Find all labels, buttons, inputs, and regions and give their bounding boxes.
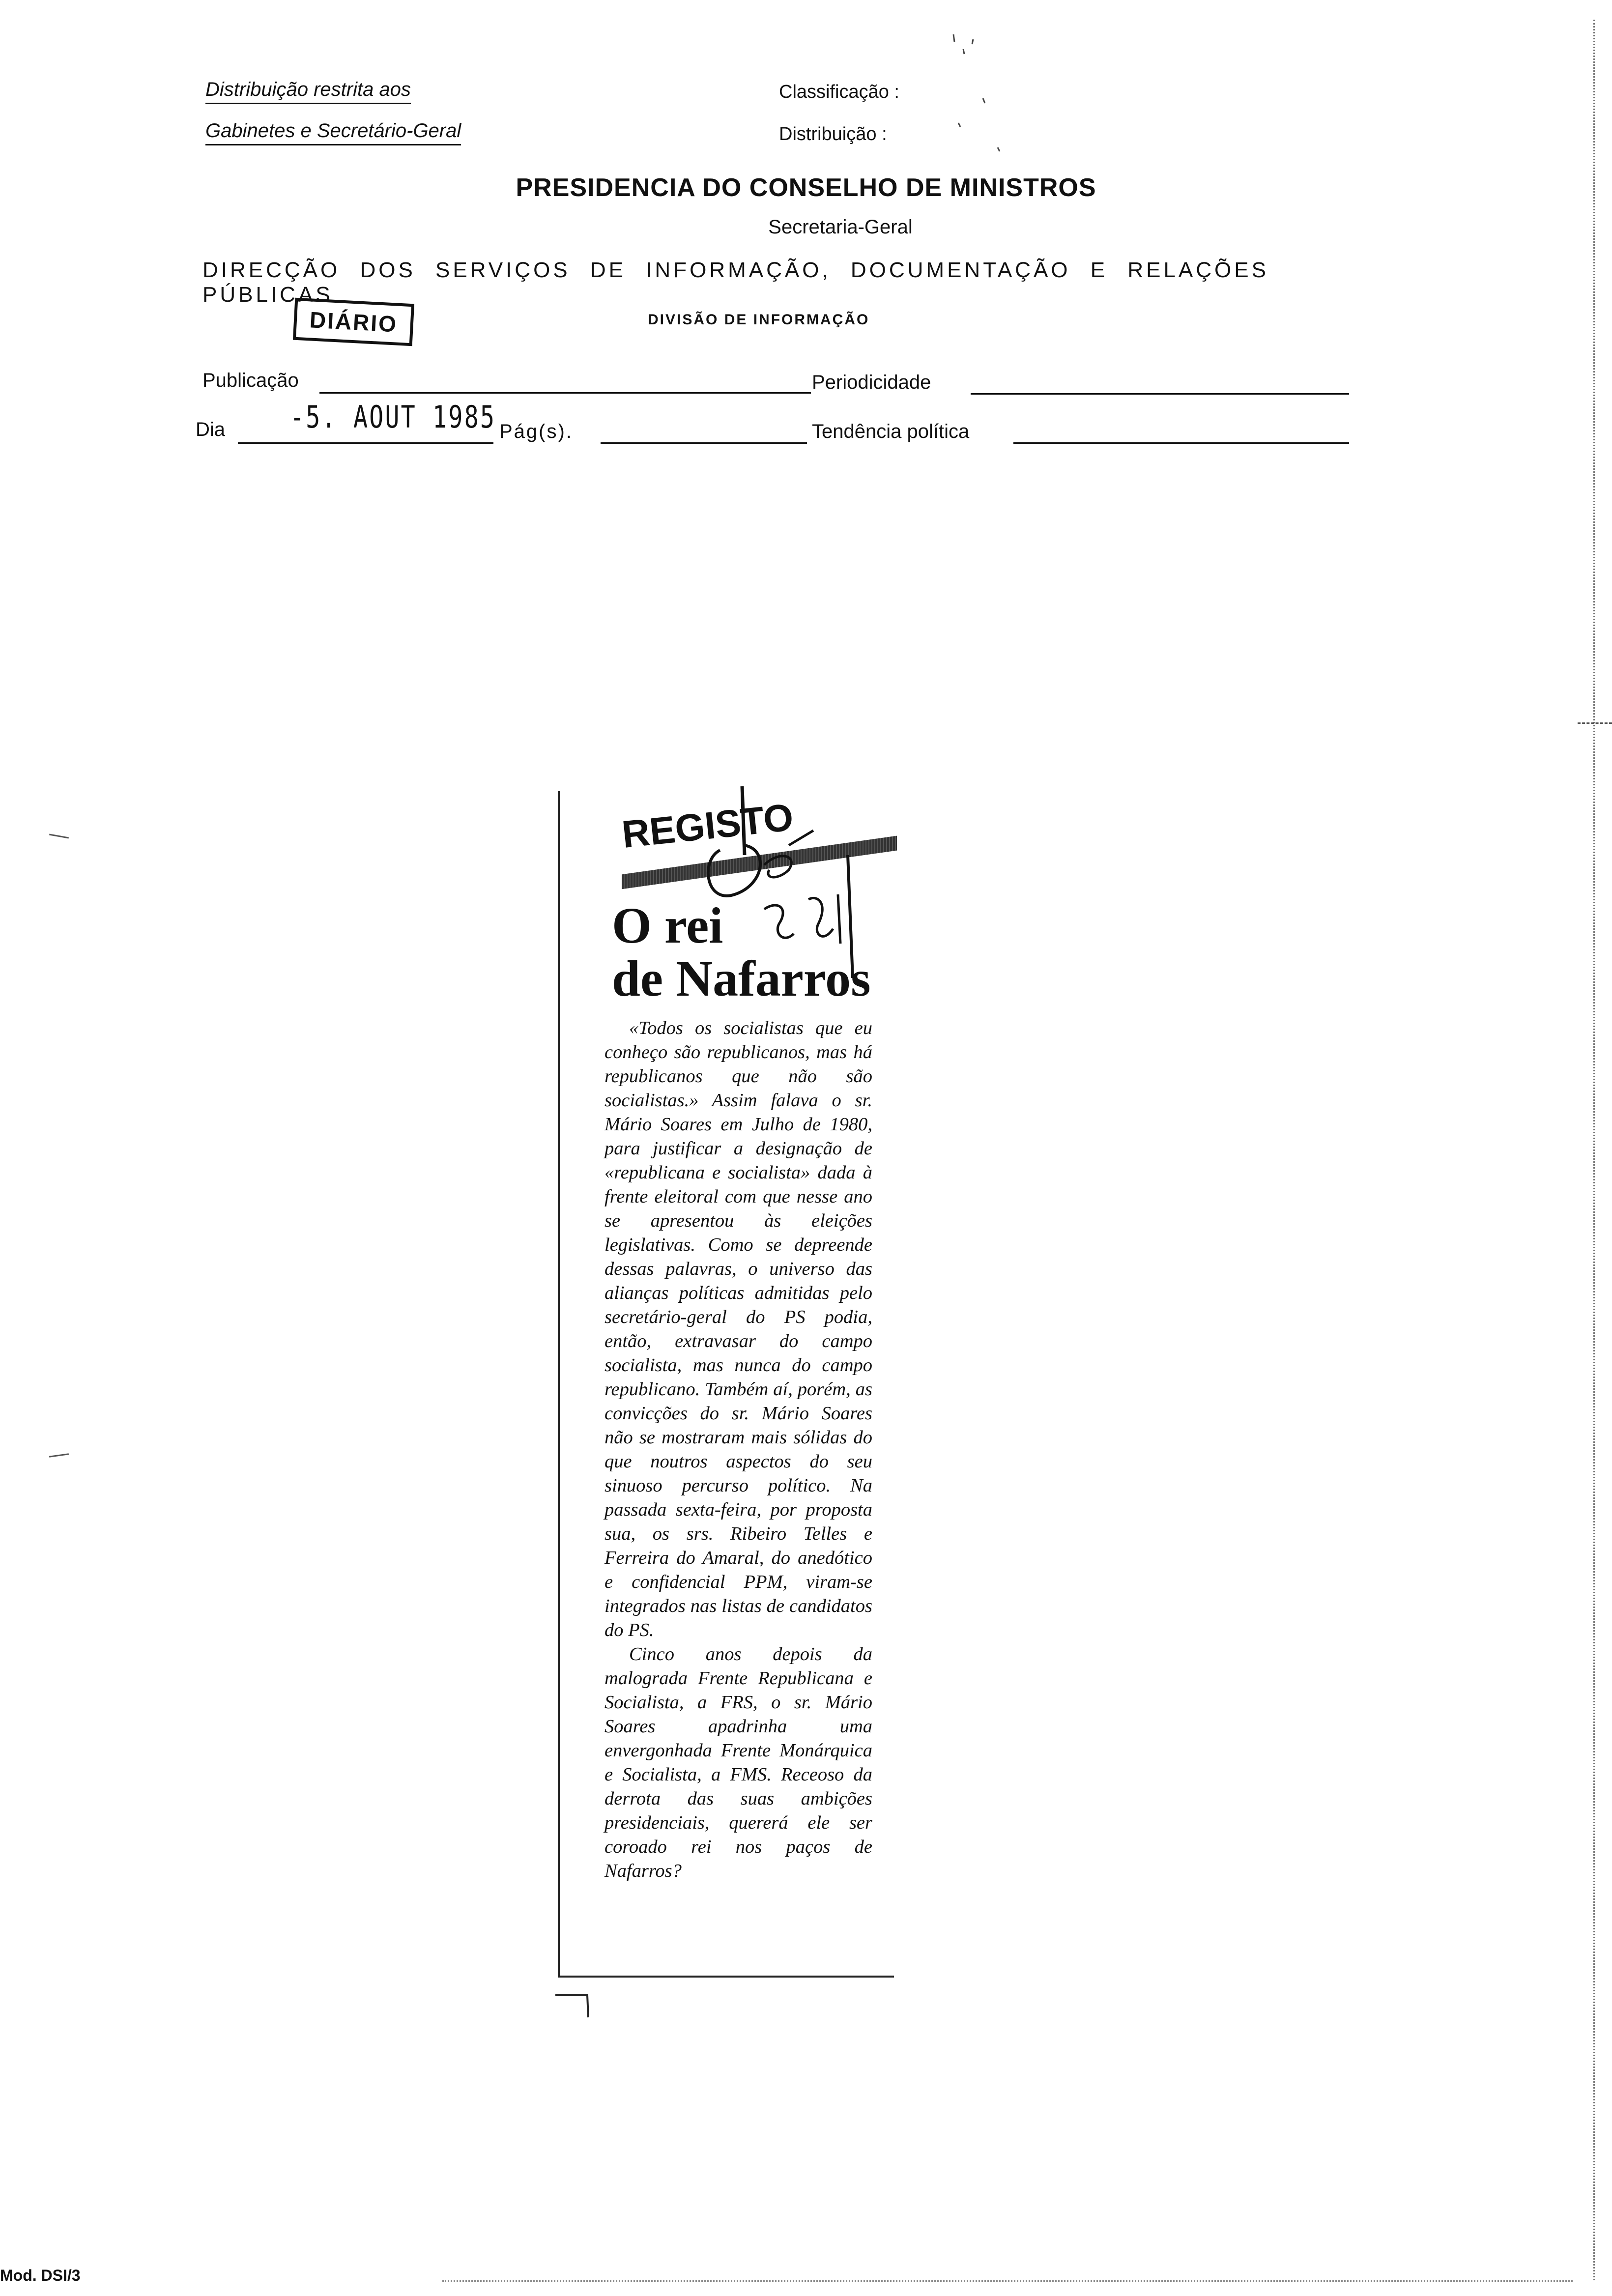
pags-label: Pág(s). [499, 421, 573, 442]
tendencia-field-line [1013, 442, 1349, 444]
article-body [604, 1016, 872, 1883]
direccao-heading: DIRECÇÃO DOS SERVIÇOS DE INFORMAÇÃO, DOCUMENTAÇÃO E RELAÇÕES PÚBLICAS [202, 258, 1269, 307]
periodicidade-label: Periodicidade [812, 372, 931, 393]
periodicidade-field-line [971, 393, 1349, 395]
dia-label: Dia [196, 419, 226, 440]
classificacao-label: Classificação : [779, 82, 899, 102]
pags-field-line [601, 442, 807, 444]
dia-field-line [238, 442, 493, 444]
registo-section-label: REGISTO [620, 795, 796, 857]
handwritten-annotation [691, 781, 897, 988]
page-subtitle: Secretaria-Geral [768, 216, 913, 238]
bottom-margin-marks [442, 2280, 1573, 2282]
divisao-heading: DIVISÃO DE INFORMAÇÃO [648, 312, 870, 328]
tendencia-politica-label: Tendência política [812, 421, 970, 442]
date-stamp: -5. AOUT 1985 [290, 399, 496, 435]
scan-marks [944, 29, 1042, 157]
publicacao-label: Publicação [202, 370, 299, 391]
article-paragraph-1: «Todos os socialistas que eu conheço são republicanos, mas há republicanos que não são socialistas.» Assim falava o sr. Mário Soares em Julho de 1980, para justificar a designação de «republicana e socialista» dada à frente eleitoral com que nesse ano se apresentou às eleições legislativas. Como se depreende dessas palavras, o universo das alianças políticas admitidas pelo secretário-geral do PS podia, então, extravasar do campo socialista, mas nunca do campo republicano. Também aí, porém, as convicções do sr. Mário Soares não se mostraram mais sólidas do que noutros aspectos do seu sinuoso percurso político. Na passada sexta-feira, por proposta sua, os srs. Ribeiro Telles e Ferreira do Amaral, do anedótico e confidencial PPM, viram-se integrados nas listas de candidatos do PS. [604, 1018, 872, 1640]
diario-stamp: DIÁRIO [293, 298, 414, 346]
model-code: Mod. DSI/3 [0, 2267, 81, 2284]
distribution-restricted-line2: Gabinetes e Secretário-Geral [205, 120, 461, 145]
distribution-restricted-line1: Distribuição restrita aos [205, 79, 411, 104]
newspaper-clipping [558, 781, 902, 1985]
scan-mark-left-1 [49, 834, 69, 839]
scan-mark-left-2 [49, 1453, 69, 1458]
article-paragraph-2: Cinco anos depois da malograda Frente Republicana e Socialista, a FRS, o sr. Mário Soares apadrinha uma envergonhada Frente Monárquica e Socialista, a FMS. Receoso da derrota das suas ambições presidenciais, quererá ele ser coroado rei nos paços de Nafarros? [604, 1644, 872, 1881]
right-margin-marks [1593, 20, 1595, 2280]
corner-mark [553, 1990, 597, 2020]
page-title: PRESIDENCIA DO CONSELHO DE MINISTROS [516, 173, 1096, 202]
right-margin-dash [1578, 722, 1612, 724]
article-title-line2: de Nafarros [612, 950, 871, 1007]
article-title-line1: O rei [612, 897, 723, 954]
publicacao-field-line [319, 392, 811, 394]
distribuicao-label: Distribuição : [779, 124, 887, 144]
